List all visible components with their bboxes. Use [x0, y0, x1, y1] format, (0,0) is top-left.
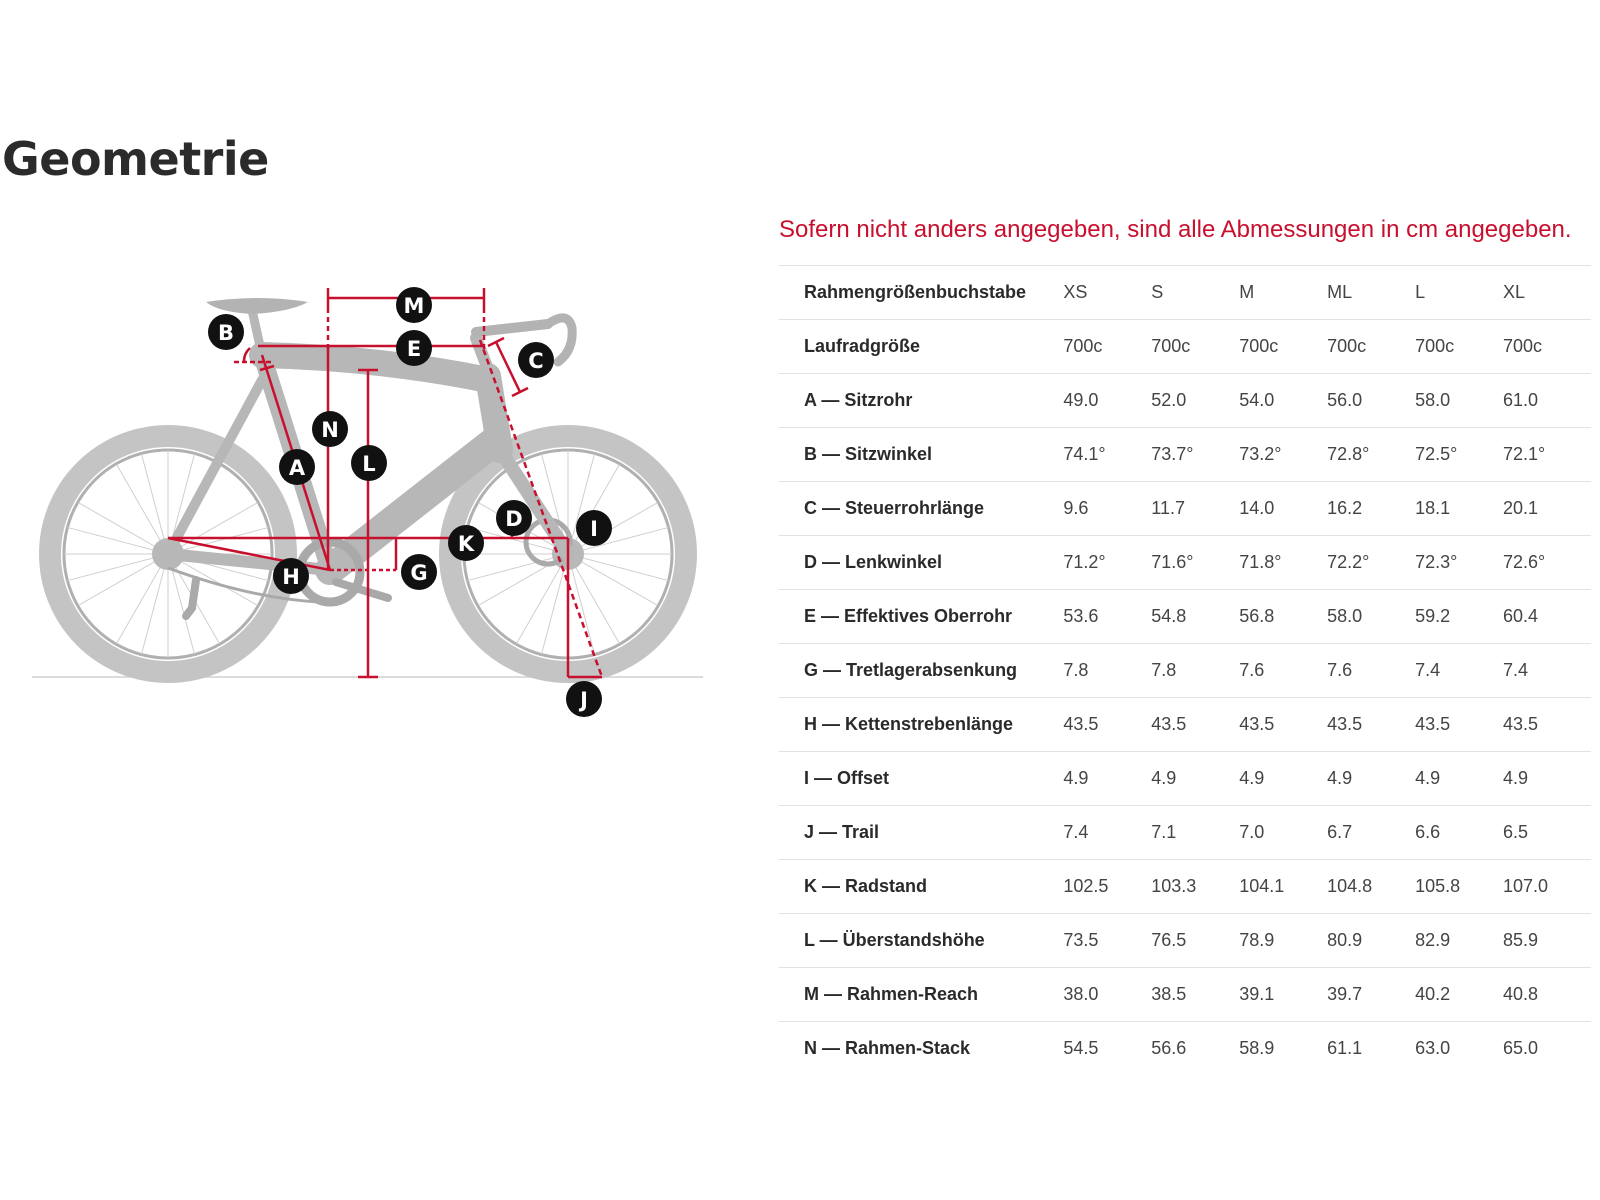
row-value: 63.0	[1415, 1038, 1451, 1058]
row-value: 53.6	[1063, 590, 1151, 644]
row-value: 105.8	[1415, 860, 1503, 914]
row-label: E — Effektives Oberrohr	[779, 590, 1063, 644]
row-value: 73.7°	[1151, 428, 1239, 482]
row-value: 58.9	[1239, 1038, 1275, 1058]
row-value: 700c	[1239, 320, 1327, 374]
svg-text:I: I	[590, 517, 598, 541]
table-row	[779, 1022, 1591, 1076]
page-title: Geometrie	[2, 132, 269, 186]
row-value: 16.2	[1327, 482, 1415, 536]
row-value: 71.6°	[1151, 536, 1239, 590]
row-value: 56.8	[1239, 590, 1327, 644]
row-value: L	[1415, 266, 1503, 320]
row-value: 4.9	[1503, 752, 1591, 806]
table-row	[779, 482, 1591, 536]
row-value: 74.1°	[1063, 428, 1151, 482]
row-value: 61.1	[1327, 1038, 1363, 1058]
row-value: 9.6	[1063, 482, 1151, 536]
svg-text:L: L	[362, 452, 376, 476]
svg-text:A: A	[288, 456, 306, 480]
row-value: ML	[1327, 266, 1415, 320]
row-value: S	[1151, 266, 1239, 320]
row-value: M	[1239, 266, 1327, 320]
svg-text:M: M	[403, 294, 425, 318]
row-value: 39.1	[1239, 968, 1327, 1022]
table-row	[779, 698, 1591, 752]
row-value: 103.3	[1151, 860, 1239, 914]
row-value: 65.0	[1503, 1038, 1539, 1058]
row-value: 72.5°	[1415, 428, 1503, 482]
table-header-row	[779, 266, 1591, 320]
row-value: 7.6	[1239, 644, 1327, 698]
svg-text:H: H	[282, 565, 300, 589]
row-value: 58.0	[1327, 590, 1415, 644]
row-value: 4.9	[1151, 752, 1239, 806]
row-label: J — Trail	[779, 806, 1063, 860]
marker-c	[518, 342, 554, 378]
row-value: 4.9	[1239, 752, 1327, 806]
row-value: 7.1	[1151, 806, 1239, 860]
svg-text:K: K	[457, 532, 475, 556]
row-value: 700c	[1415, 320, 1503, 374]
geometry-table-body	[779, 266, 1591, 1076]
row-value: 107.0	[1503, 860, 1591, 914]
row-value: 56.0	[1327, 374, 1415, 428]
marker-i	[576, 510, 612, 546]
marker-b	[208, 314, 244, 350]
table-row	[779, 752, 1591, 806]
row-value: 102.5	[1063, 860, 1151, 914]
row-value: 700c	[1503, 320, 1591, 374]
row-label: A — Sitzrohr	[779, 374, 1063, 428]
geometry-diagram	[0, 280, 720, 740]
row-value: 52.0	[1151, 374, 1239, 428]
row-label: N — Rahmen-Stack	[804, 1038, 971, 1058]
row-value: 60.4	[1503, 590, 1591, 644]
row-value: 38.5	[1151, 968, 1239, 1022]
table-row	[779, 428, 1591, 482]
row-value: 72.8°	[1327, 428, 1415, 482]
table-row	[779, 536, 1591, 590]
row-value: 78.9	[1239, 914, 1327, 968]
row-value: 4.9	[1415, 752, 1503, 806]
row-value: 7.8	[1151, 644, 1239, 698]
row-value: 85.9	[1503, 914, 1591, 968]
marker-e	[396, 330, 432, 366]
row-value: 73.2°	[1239, 428, 1327, 482]
marker-l	[351, 445, 387, 481]
row-value: 43.5	[1063, 698, 1151, 752]
table-row	[779, 806, 1591, 860]
row-value: 700c	[1151, 320, 1239, 374]
marker-k	[448, 525, 484, 561]
row-label: K — Radstand	[779, 860, 1063, 914]
marker-g	[401, 554, 437, 590]
row-value: 6.5	[1503, 806, 1591, 860]
row-value: 7.6	[1327, 644, 1415, 698]
row-value: 54.8	[1151, 590, 1239, 644]
row-value: 700c	[1063, 320, 1151, 374]
row-value: 54.0	[1239, 374, 1327, 428]
row-value: 72.1°	[1503, 428, 1591, 482]
saddle	[206, 298, 308, 314]
table-row	[779, 374, 1591, 428]
row-value: 72.2°	[1327, 536, 1415, 590]
svg-text:G: G	[410, 561, 428, 585]
table-row	[779, 590, 1591, 644]
table-row	[779, 860, 1591, 914]
row-value: 4.9	[1327, 752, 1415, 806]
svg-text:E: E	[406, 337, 422, 361]
row-value: 43.5	[1239, 698, 1327, 752]
row-value: 43.5	[1415, 698, 1503, 752]
row-value: 58.0	[1415, 374, 1503, 428]
row-label: C — Steuerrohrlänge	[779, 482, 1063, 536]
row-value: 38.0	[1063, 968, 1151, 1022]
svg-text:J: J	[580, 688, 588, 712]
table-row	[779, 968, 1591, 1022]
row-value: XL	[1503, 266, 1591, 320]
row-value: 4.9	[1063, 752, 1151, 806]
row-value: 6.7	[1327, 806, 1415, 860]
row-value: 700c	[1327, 320, 1415, 374]
row-value: 82.9	[1415, 914, 1503, 968]
row-value: XS	[1063, 266, 1151, 320]
row-value: 7.8	[1063, 644, 1151, 698]
row-value: 7.0	[1239, 806, 1327, 860]
table-row	[779, 320, 1591, 374]
row-value: 104.8	[1327, 860, 1415, 914]
row-value: 59.2	[1415, 590, 1503, 644]
table-row	[779, 914, 1591, 968]
svg-text:B: B	[217, 321, 235, 345]
row-value: 71.2°	[1063, 536, 1151, 590]
row-value: 104.1	[1239, 860, 1327, 914]
row-label: L — Überstandshöhe	[779, 914, 1063, 968]
svg-text:N: N	[321, 418, 339, 442]
marker-h	[273, 558, 309, 594]
row-value: 73.5	[1063, 914, 1151, 968]
row-label: Laufradgröße	[779, 320, 1063, 374]
row-value: 40.8	[1503, 968, 1591, 1022]
row-value: 6.6	[1415, 806, 1503, 860]
row-value: 61.0	[1503, 374, 1591, 428]
row-value: 7.4	[1063, 806, 1151, 860]
row-value: 40.2	[1415, 968, 1503, 1022]
row-value: 7.4	[1415, 644, 1503, 698]
row-value: 72.3°	[1415, 536, 1503, 590]
row-value: 43.5	[1327, 698, 1415, 752]
row-value: 43.5	[1503, 698, 1591, 752]
marker-d	[496, 500, 532, 536]
row-value: 54.5	[1063, 1038, 1099, 1058]
row-label: M — Rahmen-Reach	[779, 968, 1063, 1022]
row-label: G — Tretlagerabsenkung	[779, 644, 1063, 698]
row-label: Rahmengrößenbuchstabe	[779, 266, 1063, 320]
svg-text:D: D	[505, 507, 523, 531]
row-value: 80.9	[1327, 914, 1415, 968]
row-value: 49.0	[1063, 374, 1151, 428]
row-label: B — Sitzwinkel	[779, 428, 1063, 482]
row-value: 11.7	[1151, 482, 1239, 536]
row-value: 72.6°	[1503, 536, 1591, 590]
units-note: Sofern nicht anders angegeben, sind alle Abmessungen in cm angegeben.	[779, 216, 1572, 243]
marker-j	[566, 681, 602, 717]
row-value: 39.7	[1327, 968, 1415, 1022]
geometry-table	[779, 265, 1591, 1075]
row-value: 76.5	[1151, 914, 1239, 968]
row-label: I — Offset	[779, 752, 1063, 806]
row-label: H — Kettenstrebenlänge	[779, 698, 1063, 752]
row-value: 71.8°	[1239, 536, 1327, 590]
row-value: 14.0	[1239, 482, 1327, 536]
row-value: 20.1	[1503, 482, 1591, 536]
row-label: D — Lenkwinkel	[779, 536, 1063, 590]
svg-text:C: C	[528, 349, 544, 373]
row-value: 43.5	[1151, 698, 1239, 752]
marker-a	[279, 449, 315, 485]
marker-n	[312, 411, 348, 447]
row-value: 7.4	[1503, 644, 1591, 698]
row-value: 18.1	[1415, 482, 1503, 536]
marker-m	[396, 287, 432, 323]
row-value: 56.6	[1151, 1038, 1187, 1058]
table-row	[779, 644, 1591, 698]
